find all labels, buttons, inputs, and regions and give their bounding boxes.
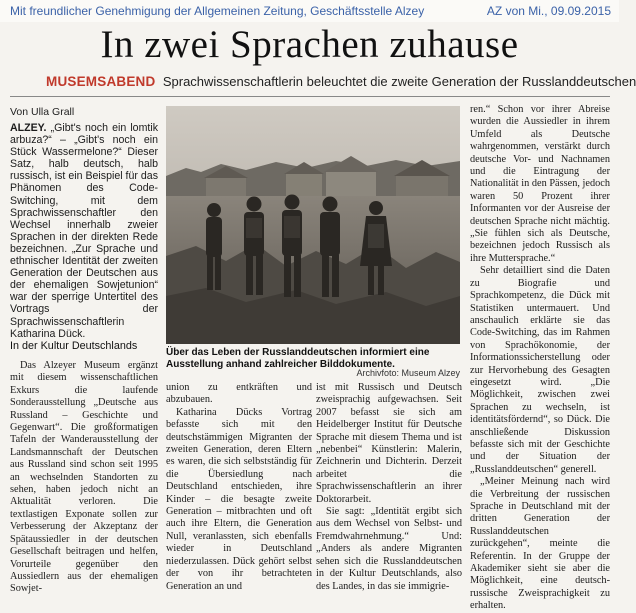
subheadline: Sprachwissenschaftlerin beleuchtet die zweite Generation der Russlanddeutschen	[162, 74, 636, 89]
archive-photo	[166, 106, 460, 344]
header-rule	[10, 96, 610, 97]
kicker: MUSEMSABEND	[46, 74, 156, 89]
body-paragraph: ist mit Russisch und Deutsch zweisprachig aufgewachsen. Seit 2007 befasst sie sich am Heidelberger Institut für Deutsche Sprache mit diesem Thema und ist „nebenbei“ Künstlerin: Malerin, Zeichnerin und Dichterin. Derzeit arbeitet die Sprachwissenschaftlerin an ihrer Doktorarbeit.	[316, 382, 462, 505]
permission-note: Mit freundlicher Genehmigung der Allgemeinen Zeitung, Geschäftsstelle Alzey	[10, 4, 425, 18]
body-column-1	[10, 360, 158, 596]
issue-date: AZ von Mi., 09.09.2015	[486, 4, 611, 18]
body-paragraph: Sie sagt: „Identität ergibt sich aus dem Wechsel von Selbst- und Fremdwahrnehmung.“ Und: „Anders als andere Migranten sehen sich die Russlanddeutschen in der Kultur Deutschlands, also des Landes, in das sie immigrie-	[316, 506, 462, 592]
body-paragraph: union zu entkräften und abzubauen.	[166, 382, 312, 406]
photo-credit: Archivfoto: Museum Alzey	[356, 368, 460, 378]
body-paragraph: Das Alzeyer Museum ergänzt mit diesem wissenschaftlichen Exkurs die laufende Sonderausstellung „Deutsche aus Russland – Geschichte und Gegenwart“. Die großformatigen Tafeln der Wanderausstellung der Landsmannschaft der Deutschen aus Russland sind schon seit 1995 an wechselnden Standorten zu sehen, haben jedoch nicht an Aktualität verloren. Die textlastigen Exponate sollen zur Verbesserung der Akzeptanz der Spätaussiedler in der deutschen Gesellschaft beitragen und helfen, Vorurteile gegenüber den Aussiedlern aus der ehemaligen Sowjet-	[10, 360, 158, 595]
body-paragraph: Sehr detailliert sind die Daten zu Biografie und Sprachkompetenz, die Dück mit Statistiken untermauert. Und anschaulich erklärte sie das Code-Switching, das im Rahmen von Sprachökonomie, der Informationssicherstellung oder zur Hervorhebung des Gesagten eingesetzt wird. „Die Möglichkeit, zwischen zwei Sprachen zu wechseln, ist identitätsfördernd“, so Dück. Die anschließende Diskussion befasste sich mit der Geschichte und der Situation der „Russlanddeutschen“ generell.	[470, 265, 610, 475]
body-paragraph: „Meiner Meinung nach wird die Verbreitung der russischen Sprache in Deutschland mit der dritten Generation der Russlanddeutschen zurückgehen“, meinte die Referentin. In der Gruppe der Akademiker sieht sie aber die Möglichkeit, eine deutsch-russische Zweisprachigkeit zu erhalten.	[470, 476, 610, 612]
dateline: ALZEY.	[10, 122, 47, 134]
body-paragraph: Katharina Dücks Vortrag befasste sich mit den deutschstämmigen Migranten der zweiten Generation, deren Eltern es waren, die sich selbstständig für die Übersiedlung nach Deutschland entschieden, ihre Kinder – die besagte zweite Generation – mitbrachten und oft auch ihre Eltern, die Generation Null, veranlassten, sich ebenfalls wieder in Deutschland niederzulassen. Dück gehört selbst der von ihr betrachteten Generation an und	[166, 406, 312, 592]
lead-text: „Gibt's noch ein lomtik arbuza?“ – „Gibt's noch ein Stück Wassermelone?“ Dieser Satz, halb deutsch, halb russisch, ist ein Beispiel für das Phänomen des Code-Switching, mit dem Sprachwissenschaftler den Wechsel innerhalb zweier Sprachen in der direkten Rede bezeichnen. „Zur Sprache und ethnischer Identität der zweiten Generation der Deutschen aus der ehemaligen Sowjetunion“ war der sperrige Untertitel des Vortrags der Sprachwissenschaftlerin Katharina Dück.	[10, 122, 158, 340]
body-column-4	[470, 104, 610, 612]
body-paragraph: ren.“ Schon vor ihrer Abreise wurden die Aussiedler in ihrem Umfeld als Deutsche wahrgenommen, verstärkt durch deutsche Vor- und Nachnamen und die Eintragung der Nationalität in den Pässen, jedoch waren 50 Prozent ihrer Informanten vor der Ausreise der deutschen Sprache nicht mächtig. „Sie fühlen sich als Deutsche, bezeichnen jedoch Russisch als ihre Muttersprache.“	[470, 104, 610, 264]
credit-bar	[0, 0, 619, 22]
section-subhead: In der Kultur Deutschlands	[10, 340, 138, 352]
body-column-3	[316, 382, 462, 596]
lead-paragraph	[10, 122, 158, 340]
photo-caption: Über das Leben der Russlanddeutschen informiert eine Ausstellung anhand zahlreicher Bilddokumente.	[166, 347, 430, 370]
headline: In zwei Sprachen zuhause	[100, 23, 519, 66]
kicker-row	[46, 74, 636, 90]
byline: Von Ulla Grall	[10, 106, 75, 118]
body-column-2	[166, 382, 312, 596]
photo-image	[166, 106, 460, 344]
